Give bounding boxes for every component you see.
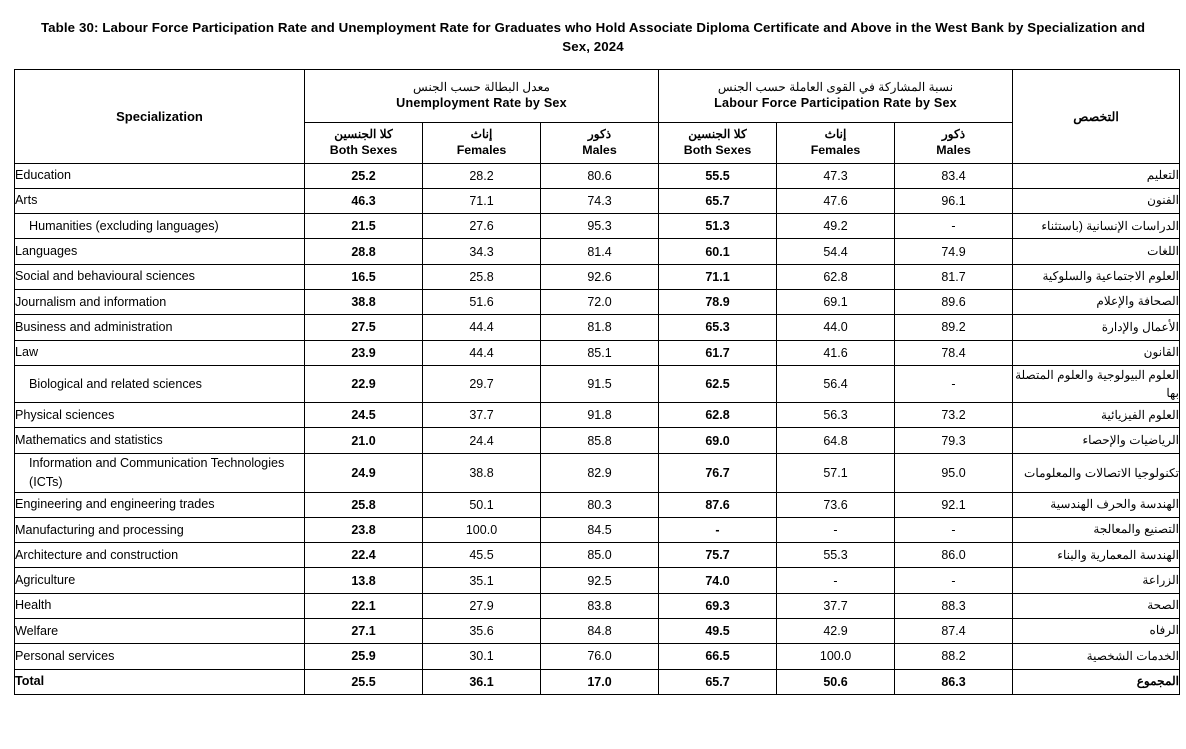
cell-participation-both: 74.0 <box>659 568 777 593</box>
cell-participation-males: - <box>895 568 1013 593</box>
cell-specialization-ar: الدراسات الإنسانية (باستثناء <box>1013 214 1180 239</box>
cell-unemployment-males: 85.1 <box>541 340 659 365</box>
cell-specialization: Languages <box>15 239 305 264</box>
cell-unemployment-females: 35.6 <box>423 619 541 644</box>
specialization-label-en: Specialization <box>116 108 203 124</box>
cell-participation-males: 95.0 <box>895 453 1013 492</box>
cell-specialization-ar: الصحافة والإعلام <box>1013 290 1180 315</box>
cell-unemployment-females: 27.9 <box>423 593 541 618</box>
cell-participation-both: 69.0 <box>659 428 777 453</box>
cell-participation-males: 87.4 <box>895 619 1013 644</box>
cell-specialization: Education <box>15 163 305 188</box>
cell-participation-both: 75.7 <box>659 543 777 568</box>
column-header-participation-both <box>659 122 777 163</box>
statistics-table <box>14 69 1180 695</box>
cell-unemployment-males: 82.9 <box>541 453 659 492</box>
table-row <box>15 644 1180 669</box>
cell-specialization-ar: الأعمال والإدارة <box>1013 315 1180 340</box>
cell-unemployment-both: 25.8 <box>305 492 423 517</box>
table-row <box>15 669 1180 694</box>
cell-specialization: Personal services <box>15 644 305 669</box>
cell-participation-females: 49.2 <box>777 214 895 239</box>
cell-specialization-ar: تكنولوجيا الاتصالات والمعلومات <box>1013 453 1180 492</box>
column-header-unemployment-females <box>423 122 541 163</box>
cell-unemployment-females: 50.1 <box>423 492 541 517</box>
males-label-ar: ذكور <box>587 126 612 141</box>
cell-unemployment-both: 24.5 <box>305 403 423 428</box>
cell-specialization-ar: الرياضيات والإحصاء <box>1013 428 1180 453</box>
cell-specialization-ar: الفنون <box>1013 188 1180 213</box>
cell-participation-both: 49.5 <box>659 619 777 644</box>
cell-unemployment-both: 22.4 <box>305 543 423 568</box>
cell-participation-males: 86.3 <box>895 669 1013 694</box>
column-header-unemployment-males <box>541 122 659 163</box>
cell-participation-both: 62.8 <box>659 403 777 428</box>
cell-participation-females: 64.8 <box>777 428 895 453</box>
cell-participation-males: 89.2 <box>895 315 1013 340</box>
cell-participation-males: 88.3 <box>895 593 1013 618</box>
cell-participation-both: 51.3 <box>659 214 777 239</box>
cell-unemployment-males: 72.0 <box>541 290 659 315</box>
cell-participation-males: - <box>895 214 1013 239</box>
cell-unemployment-females: 51.6 <box>423 290 541 315</box>
cell-participation-males: 83.4 <box>895 163 1013 188</box>
cell-participation-males: 73.2 <box>895 403 1013 428</box>
cell-unemployment-males: 83.8 <box>541 593 659 618</box>
cell-participation-both: 65.3 <box>659 315 777 340</box>
cell-participation-females: 57.1 <box>777 453 895 492</box>
cell-participation-both: 71.1 <box>659 264 777 289</box>
cell-participation-females: 100.0 <box>777 644 895 669</box>
cell-unemployment-both: 46.3 <box>305 188 423 213</box>
cell-unemployment-males: 85.8 <box>541 428 659 453</box>
cell-specialization-ar: الزراعة <box>1013 568 1180 593</box>
males-label-en-2: Males <box>936 143 971 158</box>
cell-participation-males: 79.3 <box>895 428 1013 453</box>
cell-specialization: Law <box>15 340 305 365</box>
cell-specialization: Physical sciences <box>15 403 305 428</box>
table-row <box>15 492 1180 517</box>
cell-unemployment-males: 81.4 <box>541 239 659 264</box>
cell-participation-females: 44.0 <box>777 315 895 340</box>
cell-unemployment-females: 36.1 <box>423 669 541 694</box>
cell-specialization: Journalism and information <box>15 290 305 315</box>
cell-participation-both: 65.7 <box>659 188 777 213</box>
females-label-en: Females <box>456 143 507 158</box>
cell-participation-females: 47.3 <box>777 163 895 188</box>
cell-participation-females: 41.6 <box>777 340 895 365</box>
table-row <box>15 340 1180 365</box>
cell-unemployment-females: 38.8 <box>423 453 541 492</box>
cell-participation-females: 55.3 <box>777 543 895 568</box>
cell-participation-females: 47.6 <box>777 188 895 213</box>
cell-specialization: Health <box>15 593 305 618</box>
cell-participation-females: 50.6 <box>777 669 895 694</box>
cell-unemployment-males: 76.0 <box>541 644 659 669</box>
cell-participation-males: 78.4 <box>895 340 1013 365</box>
cell-participation-males: 89.6 <box>895 290 1013 315</box>
cell-participation-both: 65.7 <box>659 669 777 694</box>
cell-participation-males: 88.2 <box>895 644 1013 669</box>
cell-unemployment-males: 84.8 <box>541 619 659 644</box>
cell-participation-both: 87.6 <box>659 492 777 517</box>
specialization-label-ar: التخصص <box>1073 109 1119 124</box>
cell-specialization: Total <box>15 669 305 694</box>
column-header-participation-males <box>895 122 1013 163</box>
cell-unemployment-both: 21.0 <box>305 428 423 453</box>
participation-group-label-ar: نسبة المشاركة في القوى العاملة حسب الجنس <box>717 79 954 94</box>
cell-unemployment-males: 85.0 <box>541 543 659 568</box>
cell-unemployment-males: 95.3 <box>541 214 659 239</box>
both-sexes-label-en: Both Sexes <box>329 143 398 158</box>
table-row <box>15 543 1180 568</box>
cell-unemployment-females: 71.1 <box>423 188 541 213</box>
cell-participation-both: 69.3 <box>659 593 777 618</box>
cell-specialization: Engineering and engineering trades <box>15 492 305 517</box>
cell-unemployment-both: 22.1 <box>305 593 423 618</box>
unemployment-group-label-en: Unemployment Rate by Sex <box>396 96 567 111</box>
females-label-ar: إناث <box>470 126 493 141</box>
cell-unemployment-both: 16.5 <box>305 264 423 289</box>
males-label-en: Males <box>582 143 617 158</box>
cell-unemployment-females: 35.1 <box>423 568 541 593</box>
cell-participation-females: 56.3 <box>777 403 895 428</box>
column-group-unemployment <box>305 69 659 122</box>
cell-specialization-ar: الرفاه <box>1013 619 1180 644</box>
cell-participation-males: - <box>895 365 1013 402</box>
cell-specialization: Biological and related sciences <box>15 365 305 402</box>
cell-specialization: Information and Communication Technologies (ICTs) <box>15 453 305 492</box>
column-header-unemployment-both <box>305 122 423 163</box>
cell-participation-females: - <box>777 568 895 593</box>
males-label-ar-2: ذكور <box>941 126 966 141</box>
page-title: Table 30: Labour Force Participation Rate and Unemployment Rate for Graduates who Hold Associate Diploma Certificate and Above in the West Bank by Specialization and Sex, 2024 <box>40 20 1146 55</box>
cell-specialization-ar: العلوم البيولوجية والعلوم المتصلة بها <box>1013 365 1180 402</box>
cell-participation-males: 74.9 <box>895 239 1013 264</box>
cell-unemployment-both: 22.9 <box>305 365 423 402</box>
table-row <box>15 188 1180 213</box>
cell-unemployment-both: 25.5 <box>305 669 423 694</box>
cell-participation-both: 60.1 <box>659 239 777 264</box>
cell-unemployment-both: 25.2 <box>305 163 423 188</box>
participation-group-label-en: Labour Force Participation Rate by Sex <box>714 96 957 111</box>
cell-specialization-ar: الصحة <box>1013 593 1180 618</box>
cell-unemployment-males: 91.8 <box>541 403 659 428</box>
cell-unemployment-females: 44.4 <box>423 340 541 365</box>
column-header-specialization-ar <box>1013 69 1180 163</box>
both-sexes-label-ar: كلا الجنسين <box>334 126 393 141</box>
cell-unemployment-both: 24.9 <box>305 453 423 492</box>
table-body <box>15 163 1180 694</box>
cell-specialization-ar: اللغات <box>1013 239 1180 264</box>
cell-participation-males: - <box>895 517 1013 542</box>
table-row <box>15 453 1180 492</box>
cell-participation-females: 56.4 <box>777 365 895 402</box>
document-page <box>0 18 1186 749</box>
cell-unemployment-females: 34.3 <box>423 239 541 264</box>
table-row <box>15 619 1180 644</box>
cell-specialization-ar: الهندسة المعمارية والبناء <box>1013 543 1180 568</box>
cell-unemployment-both: 25.9 <box>305 644 423 669</box>
cell-unemployment-males: 74.3 <box>541 188 659 213</box>
cell-specialization-ar: المجموع <box>1013 669 1180 694</box>
cell-participation-both: 55.5 <box>659 163 777 188</box>
cell-specialization-ar: القانون <box>1013 340 1180 365</box>
cell-unemployment-both: 23.8 <box>305 517 423 542</box>
cell-participation-females: 54.4 <box>777 239 895 264</box>
cell-participation-females: 73.6 <box>777 492 895 517</box>
table-row <box>15 214 1180 239</box>
cell-specialization-ar: العلوم الفيزيائية <box>1013 403 1180 428</box>
both-sexes-label-en-2: Both Sexes <box>683 143 752 158</box>
table-row <box>15 568 1180 593</box>
cell-specialization-ar: الهندسة والحرف الهندسية <box>1013 492 1180 517</box>
cell-unemployment-males: 80.6 <box>541 163 659 188</box>
cell-specialization: Arts <box>15 188 305 213</box>
cell-specialization: Agriculture <box>15 568 305 593</box>
unemployment-group-label-ar: معدل البطالة حسب الجنس <box>412 79 551 94</box>
cell-unemployment-both: 27.1 <box>305 619 423 644</box>
cell-specialization-ar: العلوم الاجتماعية والسلوكية <box>1013 264 1180 289</box>
cell-unemployment-males: 92.6 <box>541 264 659 289</box>
cell-participation-females: 69.1 <box>777 290 895 315</box>
cell-specialization-ar: التعليم <box>1013 163 1180 188</box>
cell-unemployment-males: 91.5 <box>541 365 659 402</box>
cell-participation-males: 86.0 <box>895 543 1013 568</box>
cell-specialization: Social and behavioural sciences <box>15 264 305 289</box>
table-row <box>15 264 1180 289</box>
table-row <box>15 290 1180 315</box>
cell-unemployment-females: 100.0 <box>423 517 541 542</box>
cell-participation-females: 37.7 <box>777 593 895 618</box>
cell-unemployment-females: 24.4 <box>423 428 541 453</box>
cell-participation-both: 66.5 <box>659 644 777 669</box>
cell-unemployment-males: 81.8 <box>541 315 659 340</box>
column-header-participation-females <box>777 122 895 163</box>
cell-specialization: Humanities (excluding languages) <box>15 214 305 239</box>
cell-specialization: Welfare <box>15 619 305 644</box>
cell-participation-females: 42.9 <box>777 619 895 644</box>
table-row <box>15 428 1180 453</box>
cell-unemployment-both: 21.5 <box>305 214 423 239</box>
column-group-participation <box>659 69 1013 122</box>
cell-participation-both: 76.7 <box>659 453 777 492</box>
cell-participation-females: - <box>777 517 895 542</box>
cell-participation-both: 62.5 <box>659 365 777 402</box>
cell-unemployment-females: 45.5 <box>423 543 541 568</box>
cell-unemployment-females: 29.7 <box>423 365 541 402</box>
both-sexes-label-ar-2: كلا الجنسين <box>688 126 747 141</box>
table-row <box>15 163 1180 188</box>
cell-participation-females: 62.8 <box>777 264 895 289</box>
cell-participation-both: 61.7 <box>659 340 777 365</box>
cell-unemployment-males: 84.5 <box>541 517 659 542</box>
cell-unemployment-females: 27.6 <box>423 214 541 239</box>
cell-unemployment-both: 38.8 <box>305 290 423 315</box>
table-row <box>15 239 1180 264</box>
cell-participation-males: 96.1 <box>895 188 1013 213</box>
females-label-en-2: Females <box>810 143 861 158</box>
cell-unemployment-females: 44.4 <box>423 315 541 340</box>
cell-unemployment-females: 37.7 <box>423 403 541 428</box>
cell-unemployment-females: 25.8 <box>423 264 541 289</box>
cell-specialization: Business and administration <box>15 315 305 340</box>
cell-unemployment-males: 92.5 <box>541 568 659 593</box>
cell-unemployment-females: 28.2 <box>423 163 541 188</box>
cell-unemployment-both: 27.5 <box>305 315 423 340</box>
cell-unemployment-males: 17.0 <box>541 669 659 694</box>
cell-specialization: Mathematics and statistics <box>15 428 305 453</box>
cell-unemployment-both: 23.9 <box>305 340 423 365</box>
cell-unemployment-females: 30.1 <box>423 644 541 669</box>
table-row <box>15 593 1180 618</box>
cell-specialization: Architecture and construction <box>15 543 305 568</box>
females-label-ar-2: إناث <box>824 126 847 141</box>
table-row <box>15 315 1180 340</box>
cell-unemployment-both: 13.8 <box>305 568 423 593</box>
table-row <box>15 403 1180 428</box>
table-row <box>15 517 1180 542</box>
table-header <box>15 69 1180 163</box>
cell-participation-males: 81.7 <box>895 264 1013 289</box>
cell-participation-males: 92.1 <box>895 492 1013 517</box>
column-header-specialization <box>15 69 305 163</box>
cell-specialization-ar: التصنيع والمعالجة <box>1013 517 1180 542</box>
table-container <box>14 69 1180 695</box>
cell-specialization-ar: الخدمات الشخصية <box>1013 644 1180 669</box>
cell-participation-both: 78.9 <box>659 290 777 315</box>
table-row <box>15 365 1180 402</box>
cell-participation-both: - <box>659 517 777 542</box>
cell-specialization: Manufacturing and processing <box>15 517 305 542</box>
cell-unemployment-males: 80.3 <box>541 492 659 517</box>
cell-unemployment-both: 28.8 <box>305 239 423 264</box>
